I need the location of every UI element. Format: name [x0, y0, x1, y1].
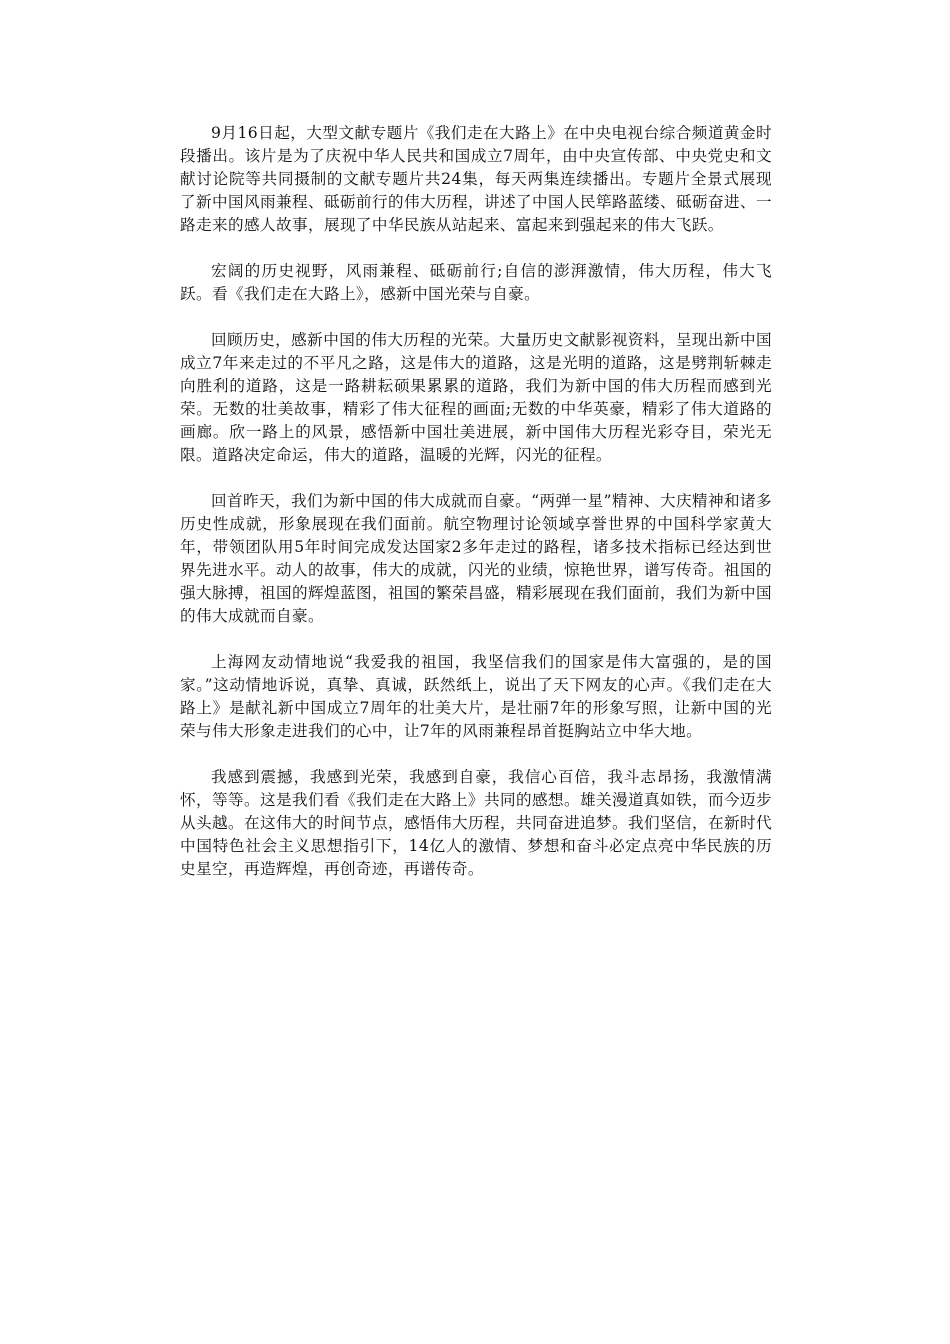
paragraph-6: 我感到震撼，我感到光荣，我感到自豪，我信心百倍，我斗志昂扬，我激情满怀，等等。这是我们看《我们走在大路上》共同的感想。雄关漫道真如铁，而今迈步从头越。在这伟大的时间节点，感悟伟大历程，共同奋进追梦。我们坚信，在新时代中国特色社会主义思想指引下，14亿人的激情、梦想和奋斗必定点亮中华民族的历史星空，再造辉煌，再创奇迹，再谱传奇。	[180, 768, 772, 878]
paragraph-4: 回首昨天，我们为新中国的伟大成就而自豪。“两弹一星”精神、大庆精神和诸多历史性成就，形象展现在我们面前。航空物理讨论领域享誉世界的中国科学家黄大年，带领团队用5年时间完成发达国家2多年走过的路程，诸多技术指标已经达到世界先进水平。动人的故事，伟大的成就，闪光的业绩，惊艳世界，谱写传奇。祖国的强大脉搏，祖国的辉煌蓝图，祖国的繁荣昌盛，精彩展现在我们面前，我们为新中国的伟大成就而自豪。	[180, 492, 772, 625]
paragraph-3: 回顾历史，感新中国的伟大历程的光荣。大量历史文献影视资料，呈现出新中国成立7年来走过的不平凡之路，这是伟大的道路，这是光明的道路，这是劈荆斩棘走向胜利的道路，这是一路耕耘硕果累累的道路，我们为新中国的伟大历程而感到光荣。无数的壮美故事，精彩了伟大征程的画面;无数的中华英豪，精彩了伟大道路的画廊。欣一路上的风景，感悟新中国壮美进展，新中国伟大历程光彩夺目，荣光无限。道路决定命运，伟大的道路，温暖的光辉，闪光的征程。	[180, 331, 772, 464]
paragraph-5: 上海网友动情地说“我爱我的祖国，我坚信我们的国家是伟大富强的，是的国家。”这动情地诉说，真挚、真诚，跃然纸上，说出了天下网友的心声。《我们走在大路上》是献礼新中国成立7周年的壮美大片，是壮丽7年的形象写照，让新中国的光荣与伟大形象走进我们的心中，让7年的风雨兼程昂首挺胸站立中华大地。	[180, 653, 772, 740]
article-body	[180, 122, 772, 904]
paragraph-2: 宏阔的历史视野，风雨兼程、砥砺前行;自信的澎湃激情，伟大历程，伟大飞跃。看《我们走在大路上》，感新中国光荣与自豪。	[180, 262, 772, 303]
paragraph-1: 9月16日起，大型文献专题片《我们走在大路上》在中央电视台综合频道黄金时段播出。该片是为了庆祝中华人民共和国成立7周年，由中央宣传部、中央党史和文献讨论院等共同摄制的文献专题片共24集，每天两集连续播出。专题片全景式展现了新中国风雨兼程、砥砺前行的伟大历程，讲述了中国人民筚路蓝缕、砥砺奋进、一路走来的感人故事，展现了中华民族从站起来、富起来到强起来的伟大飞跃。	[180, 124, 772, 234]
